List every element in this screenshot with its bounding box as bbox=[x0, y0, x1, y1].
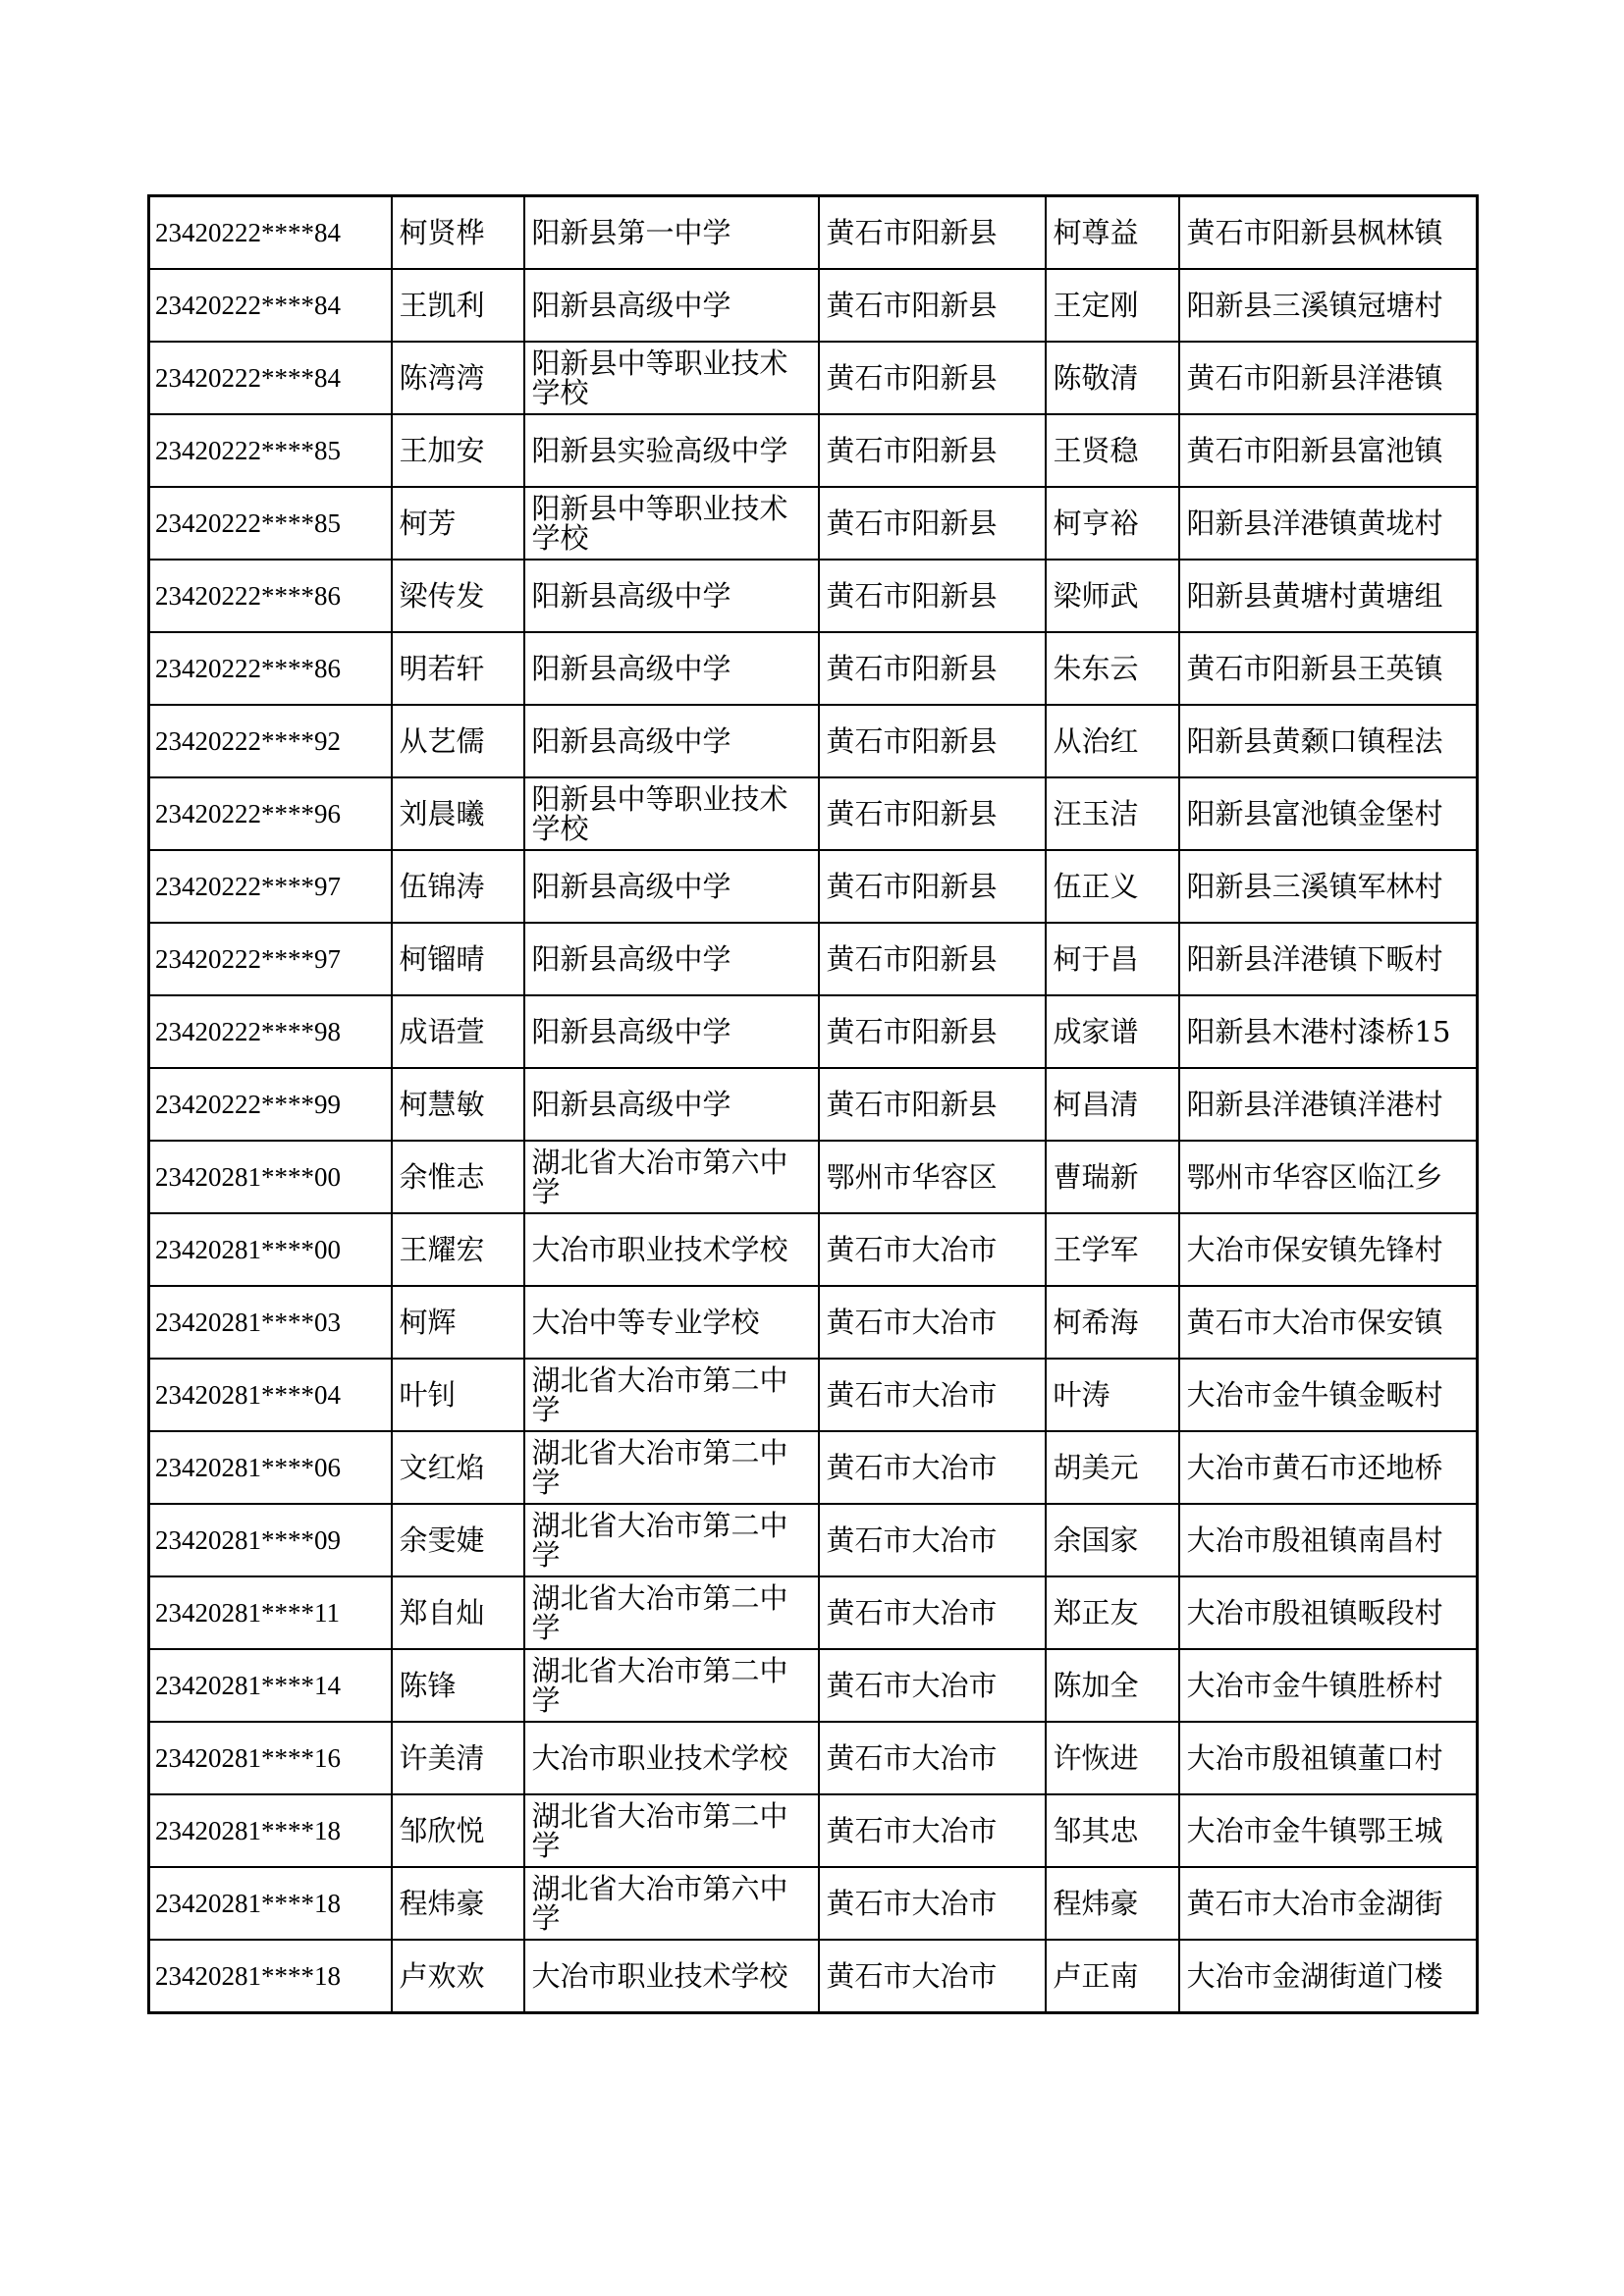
region-cell: 黄石市大冶市 bbox=[819, 1359, 1046, 1431]
id-number-cell: 23420222****96 bbox=[149, 777, 392, 850]
school-cell: 湖北省大冶市第二中学 bbox=[524, 1359, 819, 1431]
school-cell: 湖北省大冶市第二中学 bbox=[524, 1504, 819, 1576]
id-number-cell: 23420281****16 bbox=[149, 1722, 392, 1794]
guardian-name-cell: 叶涛 bbox=[1046, 1359, 1179, 1431]
school-cell: 湖北省大冶市第二中学 bbox=[524, 1794, 819, 1867]
address-cell: 大冶市黄石市还地桥 bbox=[1179, 1431, 1478, 1504]
id-number-cell: 23420281****18 bbox=[149, 1940, 392, 2013]
guardian-name-cell: 汪玉洁 bbox=[1046, 777, 1179, 850]
student-name-cell: 王加安 bbox=[392, 414, 524, 487]
school-cell: 阳新县高级中学 bbox=[524, 1068, 819, 1141]
table-row bbox=[149, 1431, 1478, 1504]
school-cell: 大冶中等专业学校 bbox=[524, 1286, 819, 1359]
address-cell: 大冶市金牛镇胜桥村 bbox=[1179, 1649, 1478, 1722]
id-number-cell: 23420281****00 bbox=[149, 1141, 392, 1213]
table-row bbox=[149, 1504, 1478, 1576]
school-cell: 阳新县中等职业技术学校 bbox=[524, 777, 819, 850]
id-number-cell: 23420222****84 bbox=[149, 269, 392, 342]
id-number-cell: 23420281****00 bbox=[149, 1213, 392, 1286]
school-cell: 湖北省大冶市第六中学 bbox=[524, 1867, 819, 1940]
id-number-cell: 23420222****85 bbox=[149, 414, 392, 487]
id-number-cell: 23420222****84 bbox=[149, 196, 392, 270]
region-cell: 黄石市大冶市 bbox=[819, 1867, 1046, 1940]
address-cell: 黄石市阳新县富池镇 bbox=[1179, 414, 1478, 487]
student-name-cell: 刘晨曦 bbox=[392, 777, 524, 850]
address-cell: 大冶市金牛镇金畈村 bbox=[1179, 1359, 1478, 1431]
student-name-cell: 陈湾湾 bbox=[392, 342, 524, 414]
guardian-name-cell: 柯昌清 bbox=[1046, 1068, 1179, 1141]
address-cell: 黄石市阳新县洋港镇 bbox=[1179, 342, 1478, 414]
id-number-cell: 23420222****92 bbox=[149, 705, 392, 777]
address-cell: 黄石市阳新县枫林镇 bbox=[1179, 196, 1478, 270]
guardian-name-cell: 郑正友 bbox=[1046, 1576, 1179, 1649]
id-number-cell: 23420281****14 bbox=[149, 1649, 392, 1722]
address-cell: 黄石市大冶市保安镇 bbox=[1179, 1286, 1478, 1359]
student-name-cell: 余惟志 bbox=[392, 1141, 524, 1213]
id-number-cell: 23420222****98 bbox=[149, 995, 392, 1068]
table-row bbox=[149, 1068, 1478, 1141]
school-cell: 阳新县高级中学 bbox=[524, 560, 819, 632]
student-name-cell: 郑自灿 bbox=[392, 1576, 524, 1649]
school-cell: 阳新县高级中学 bbox=[524, 632, 819, 705]
id-number-cell: 23420281****11 bbox=[149, 1576, 392, 1649]
region-cell: 黄石市阳新县 bbox=[819, 196, 1046, 270]
table-row bbox=[149, 1794, 1478, 1867]
address-cell: 阳新县三溪镇军林村 bbox=[1179, 850, 1478, 923]
region-cell: 黄石市大冶市 bbox=[819, 1213, 1046, 1286]
region-cell: 黄石市大冶市 bbox=[819, 1794, 1046, 1867]
school-cell: 湖北省大冶市第二中学 bbox=[524, 1649, 819, 1722]
id-number-cell: 23420281****03 bbox=[149, 1286, 392, 1359]
table-row bbox=[149, 1867, 1478, 1940]
address-cell: 阳新县黄颡口镇程法 bbox=[1179, 705, 1478, 777]
guardian-name-cell: 柯于昌 bbox=[1046, 923, 1179, 995]
guardian-name-cell: 柯希海 bbox=[1046, 1286, 1179, 1359]
student-name-cell: 王凯利 bbox=[392, 269, 524, 342]
address-cell: 大冶市殷祖镇南昌村 bbox=[1179, 1504, 1478, 1576]
id-number-cell: 23420281****06 bbox=[149, 1431, 392, 1504]
region-cell: 黄石市阳新县 bbox=[819, 1068, 1046, 1141]
student-name-cell: 柯镏晴 bbox=[392, 923, 524, 995]
student-name-cell: 叶钊 bbox=[392, 1359, 524, 1431]
id-number-cell: 23420281****18 bbox=[149, 1794, 392, 1867]
table-row bbox=[149, 777, 1478, 850]
address-cell: 黄石市大冶市金湖街 bbox=[1179, 1867, 1478, 1940]
region-cell: 黄石市阳新县 bbox=[819, 414, 1046, 487]
school-cell: 湖北省大冶市第二中学 bbox=[524, 1431, 819, 1504]
guardian-name-cell: 从治红 bbox=[1046, 705, 1179, 777]
region-cell: 黄石市大冶市 bbox=[819, 1576, 1046, 1649]
roster-table-body bbox=[149, 196, 1478, 2013]
guardian-name-cell: 卢正南 bbox=[1046, 1940, 1179, 2013]
id-number-cell: 23420222****85 bbox=[149, 487, 392, 560]
student-name-cell: 许美清 bbox=[392, 1722, 524, 1794]
guardian-name-cell: 王贤稳 bbox=[1046, 414, 1179, 487]
guardian-name-cell: 伍正义 bbox=[1046, 850, 1179, 923]
region-cell: 黄石市大冶市 bbox=[819, 1504, 1046, 1576]
address-cell: 大冶市金牛镇鄂王城 bbox=[1179, 1794, 1478, 1867]
id-number-cell: 23420222****84 bbox=[149, 342, 392, 414]
school-cell: 大冶市职业技术学校 bbox=[524, 1213, 819, 1286]
address-cell: 大冶市保安镇先锋村 bbox=[1179, 1213, 1478, 1286]
school-cell: 阳新县高级中学 bbox=[524, 995, 819, 1068]
table-row bbox=[149, 487, 1478, 560]
guardian-name-cell: 王定刚 bbox=[1046, 269, 1179, 342]
address-cell: 阳新县黄塘村黄塘组 bbox=[1179, 560, 1478, 632]
student-name-cell: 文红焰 bbox=[392, 1431, 524, 1504]
school-cell: 阳新县实验高级中学 bbox=[524, 414, 819, 487]
address-cell: 大冶市金湖街道门楼 bbox=[1179, 1940, 1478, 2013]
school-cell: 阳新县中等职业技术学校 bbox=[524, 342, 819, 414]
school-cell: 阳新县高级中学 bbox=[524, 850, 819, 923]
student-name-cell: 陈锋 bbox=[392, 1649, 524, 1722]
region-cell: 黄石市阳新县 bbox=[819, 850, 1046, 923]
student-name-cell: 柯慧敏 bbox=[392, 1068, 524, 1141]
region-cell: 黄石市大冶市 bbox=[819, 1649, 1046, 1722]
id-number-cell: 23420281****04 bbox=[149, 1359, 392, 1431]
guardian-name-cell: 成家谱 bbox=[1046, 995, 1179, 1068]
region-cell: 黄石市大冶市 bbox=[819, 1722, 1046, 1794]
table-row bbox=[149, 995, 1478, 1068]
region-cell: 黄石市阳新县 bbox=[819, 632, 1046, 705]
address-cell: 阳新县洋港镇黄垅村 bbox=[1179, 487, 1478, 560]
id-number-cell: 23420281****09 bbox=[149, 1504, 392, 1576]
table-row bbox=[149, 1722, 1478, 1794]
guardian-name-cell: 邹其忠 bbox=[1046, 1794, 1179, 1867]
school-cell: 湖北省大冶市第六中学 bbox=[524, 1141, 819, 1213]
school-cell: 阳新县高级中学 bbox=[524, 705, 819, 777]
student-name-cell: 柯辉 bbox=[392, 1286, 524, 1359]
address-cell: 阳新县三溪镇冠塘村 bbox=[1179, 269, 1478, 342]
region-cell: 黄石市阳新县 bbox=[819, 269, 1046, 342]
school-cell: 阳新县中等职业技术学校 bbox=[524, 487, 819, 560]
guardian-name-cell: 柯尊益 bbox=[1046, 196, 1179, 270]
guardian-name-cell: 朱东云 bbox=[1046, 632, 1179, 705]
region-cell: 黄石市阳新县 bbox=[819, 995, 1046, 1068]
school-cell: 大冶市职业技术学校 bbox=[524, 1940, 819, 2013]
address-cell: 阳新县富池镇金堡村 bbox=[1179, 777, 1478, 850]
student-name-cell: 伍锦涛 bbox=[392, 850, 524, 923]
address-cell: 阳新县洋港镇下畈村 bbox=[1179, 923, 1478, 995]
table-row bbox=[149, 1576, 1478, 1649]
table-row bbox=[149, 1940, 1478, 2013]
table-row bbox=[149, 342, 1478, 414]
guardian-name-cell: 陈加全 bbox=[1046, 1649, 1179, 1722]
address-cell: 大冶市殷祖镇董口村 bbox=[1179, 1722, 1478, 1794]
region-cell: 黄石市阳新县 bbox=[819, 923, 1046, 995]
student-roster-table bbox=[147, 194, 1479, 2014]
id-number-cell: 23420222****99 bbox=[149, 1068, 392, 1141]
guardian-name-cell: 陈敬清 bbox=[1046, 342, 1179, 414]
id-number-cell: 23420222****97 bbox=[149, 850, 392, 923]
address-cell: 黄石市阳新县王英镇 bbox=[1179, 632, 1478, 705]
region-cell: 黄石市大冶市 bbox=[819, 1940, 1046, 2013]
guardian-name-cell: 胡美元 bbox=[1046, 1431, 1179, 1504]
table-row bbox=[149, 850, 1478, 923]
student-name-cell: 梁传发 bbox=[392, 560, 524, 632]
guardian-name-cell: 许恢进 bbox=[1046, 1722, 1179, 1794]
table-row bbox=[149, 632, 1478, 705]
student-name-cell: 柯贤桦 bbox=[392, 196, 524, 270]
student-name-cell: 柯芳 bbox=[392, 487, 524, 560]
guardian-name-cell: 余国家 bbox=[1046, 1504, 1179, 1576]
school-cell: 阳新县高级中学 bbox=[524, 923, 819, 995]
guardian-name-cell: 程炜豪 bbox=[1046, 1867, 1179, 1940]
id-number-cell: 23420222****86 bbox=[149, 560, 392, 632]
table-row bbox=[149, 560, 1478, 632]
address-cell: 鄂州市华容区临江乡 bbox=[1179, 1141, 1478, 1213]
address-cell: 阳新县洋港镇洋港村 bbox=[1179, 1068, 1478, 1141]
region-cell: 黄石市阳新县 bbox=[819, 705, 1046, 777]
table-row bbox=[149, 269, 1478, 342]
student-name-cell: 余雯婕 bbox=[392, 1504, 524, 1576]
guardian-name-cell: 梁师武 bbox=[1046, 560, 1179, 632]
region-cell: 黄石市大冶市 bbox=[819, 1286, 1046, 1359]
table-row bbox=[149, 923, 1478, 995]
address-cell: 大冶市殷祖镇畈段村 bbox=[1179, 1576, 1478, 1649]
student-name-cell: 王耀宏 bbox=[392, 1213, 524, 1286]
school-cell: 大冶市职业技术学校 bbox=[524, 1722, 819, 1794]
region-cell: 黄石市阳新县 bbox=[819, 342, 1046, 414]
student-name-cell: 程炜豪 bbox=[392, 1867, 524, 1940]
school-cell: 湖北省大冶市第二中学 bbox=[524, 1576, 819, 1649]
region-cell: 黄石市阳新县 bbox=[819, 777, 1046, 850]
region-cell: 黄石市阳新县 bbox=[819, 560, 1046, 632]
region-cell: 黄石市阳新县 bbox=[819, 487, 1046, 560]
region-cell: 黄石市大冶市 bbox=[819, 1431, 1046, 1504]
table-row bbox=[149, 1141, 1478, 1213]
guardian-name-cell: 王学军 bbox=[1046, 1213, 1179, 1286]
address-cell: 阳新县木港村漆桥15 bbox=[1179, 995, 1478, 1068]
table-row bbox=[149, 1213, 1478, 1286]
table-row bbox=[149, 414, 1478, 487]
table-row bbox=[149, 196, 1478, 270]
student-name-cell: 卢欢欢 bbox=[392, 1940, 524, 2013]
table-row bbox=[149, 1359, 1478, 1431]
student-name-cell: 邹欣悦 bbox=[392, 1794, 524, 1867]
school-cell: 阳新县高级中学 bbox=[524, 269, 819, 342]
student-name-cell: 成语萱 bbox=[392, 995, 524, 1068]
id-number-cell: 23420222****86 bbox=[149, 632, 392, 705]
guardian-name-cell: 曹瑞新 bbox=[1046, 1141, 1179, 1213]
school-cell: 阳新县第一中学 bbox=[524, 196, 819, 270]
id-number-cell: 23420222****97 bbox=[149, 923, 392, 995]
guardian-name-cell: 柯亨裕 bbox=[1046, 487, 1179, 560]
region-cell: 鄂州市华容区 bbox=[819, 1141, 1046, 1213]
id-number-cell: 23420281****18 bbox=[149, 1867, 392, 1940]
table-row bbox=[149, 1286, 1478, 1359]
student-name-cell: 从艺儒 bbox=[392, 705, 524, 777]
student-name-cell: 明若轩 bbox=[392, 632, 524, 705]
table-row bbox=[149, 705, 1478, 777]
table-row bbox=[149, 1649, 1478, 1722]
